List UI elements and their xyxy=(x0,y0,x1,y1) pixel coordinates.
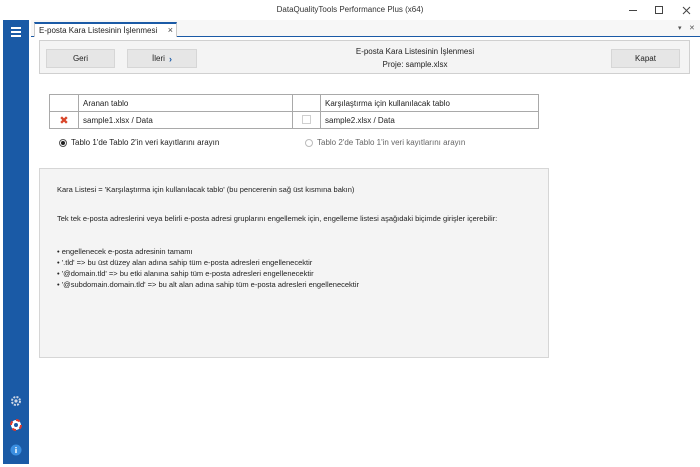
radio-label: Tablo 1'de Tablo 2'in veri kayıtlarını arayın xyxy=(71,138,220,147)
info-list xyxy=(57,246,359,290)
header-empty-cell xyxy=(50,95,79,112)
remove-cell[interactable] xyxy=(50,112,79,129)
next-button[interactable] xyxy=(127,49,197,68)
close-icon xyxy=(682,6,691,15)
back-button-label: Geri xyxy=(72,54,89,63)
back-button[interactable] xyxy=(46,49,115,68)
header-empty-cell xyxy=(293,95,321,112)
hamburger-icon[interactable] xyxy=(6,22,26,42)
table-header-row xyxy=(50,95,539,112)
title-bar xyxy=(0,0,700,20)
window-title: DataQualityTools Performance Plus (x64) xyxy=(276,5,424,14)
table-row[interactable] xyxy=(50,112,539,129)
radio-button-selected[interactable] xyxy=(59,139,67,147)
minimize-icon xyxy=(629,10,637,11)
radio-button[interactable] xyxy=(305,139,313,147)
close-button[interactable] xyxy=(611,49,680,68)
project-name: Proje: sample.xlsx xyxy=(382,60,448,69)
header-compare-table: Karşılaştırma için kullanılacak tablo xyxy=(321,95,539,112)
main-panel xyxy=(31,38,697,464)
tab-close-icon[interactable]: × xyxy=(167,25,173,35)
compare-table-value[interactable]: sample2.xlsx / Data xyxy=(321,112,539,129)
source-table-value[interactable]: sample1.xlsx / Data xyxy=(79,112,293,129)
tab-list-dropdown-icon[interactable]: ▾ xyxy=(678,25,682,32)
info-paragraph: Kara Listesi = 'Karşılaştırma için kullanılacak tablo' (bu pencerenin sağ üst kısmına bakın) xyxy=(57,185,355,194)
list-item: • '@domain.tld' => bu etki alanına sahip tüm e-posta adresleri engellenecektir xyxy=(57,268,359,279)
list-item: • '@subdomain.domain.tld' => bu alt alan adına sahip tüm e-posta adresleri engellenecektir xyxy=(57,279,359,290)
close-window-button[interactable] xyxy=(672,0,700,20)
toolbar xyxy=(39,40,690,74)
list-item: • '.tld' => bu üst düzey alan adına sahip tüm e-posta adresleri engellenecektir xyxy=(57,257,359,268)
page-title: E-posta Kara Listesinin İşlenmesi xyxy=(355,47,475,56)
tab-label: E-posta Kara Listesinin İşlenmesi xyxy=(39,26,158,35)
tab-strip xyxy=(31,20,700,37)
maximize-button[interactable] xyxy=(645,0,673,20)
tab-blacklist[interactable] xyxy=(34,22,177,37)
radio-search-table2[interactable] xyxy=(305,138,465,147)
close-all-tabs-icon[interactable]: ✕ xyxy=(689,25,695,32)
sidebar xyxy=(3,20,29,464)
maximize-icon xyxy=(655,6,663,14)
table-selection xyxy=(49,94,539,129)
remove-x-icon[interactable]: ✖ xyxy=(59,114,69,127)
info-paragraph: Tek tek e-posta adreslerini veya belirli e-posta adresi gruplarını engellemek için, engelleme listesi aşağıdaki biçimde girişler içerebilir: xyxy=(57,214,498,223)
minimize-button[interactable] xyxy=(619,0,647,20)
chevron-right-icon: › xyxy=(168,53,172,64)
info-panel xyxy=(39,168,549,358)
lifebuoy-icon[interactable] xyxy=(8,417,24,433)
compare-checkbox[interactable] xyxy=(302,115,311,124)
close-button-label: Kapat xyxy=(635,54,656,63)
next-button-label: İleri xyxy=(152,54,165,63)
checkbox-cell[interactable] xyxy=(293,112,321,129)
header-source-table: Aranan tablo xyxy=(79,95,293,112)
gear-icon[interactable] xyxy=(8,393,24,409)
list-item: • engellenecek e-posta adresinin tamamı xyxy=(57,246,359,257)
info-icon[interactable] xyxy=(8,442,24,458)
radio-search-table1[interactable] xyxy=(59,138,219,147)
radio-label: Tablo 2'de Tablo 1'in veri kayıtlarını arayın xyxy=(317,138,466,147)
